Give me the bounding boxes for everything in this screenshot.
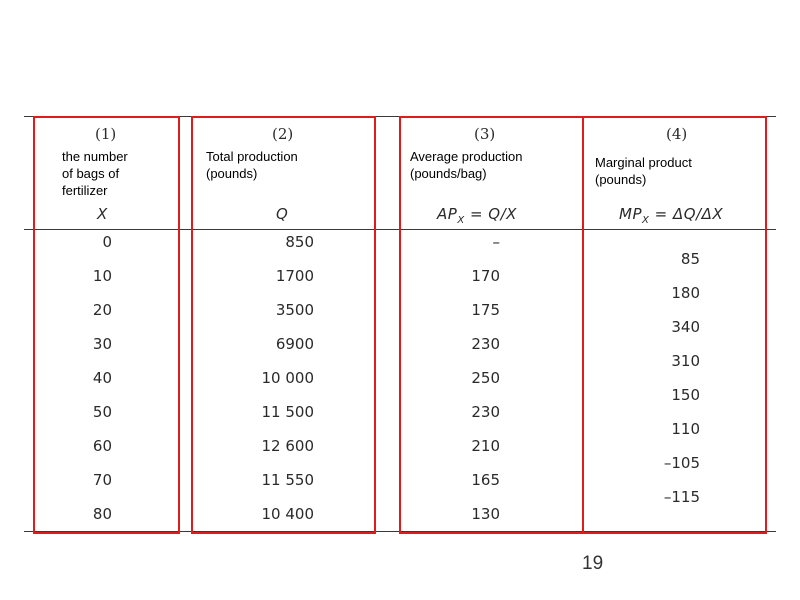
table-cell: 40	[92, 369, 112, 387]
table-cell: 130	[471, 505, 500, 523]
table-cell: 6900	[275, 335, 314, 353]
table-cell: 850	[285, 233, 314, 251]
table-cell: –115	[663, 488, 700, 506]
table-cell: 0	[102, 233, 112, 251]
table-cell: 30	[92, 335, 112, 353]
table-cell: 170	[471, 267, 500, 285]
table-cell: 150	[671, 386, 700, 404]
table-cell: 3500	[275, 301, 314, 319]
table-cell: 175	[471, 301, 500, 319]
column-4-number: (4)	[666, 125, 688, 143]
column-4-symbol: $MP_X = \Delta Q/\Delta X$	[619, 205, 724, 226]
table-cell: 210	[471, 437, 500, 455]
table-cell: 11 500	[261, 403, 314, 421]
table-cell: 110	[671, 420, 700, 438]
table-cell: 340	[671, 318, 700, 336]
column-1-label: the number of bags of fertilizer	[62, 149, 128, 198]
table-cell: 50	[92, 403, 112, 421]
column-3-number: (3)	[474, 125, 496, 143]
table-cell: 10 400	[261, 505, 314, 523]
table-cell: 12 600	[261, 437, 314, 455]
table-cell: 230	[471, 335, 500, 353]
table-cell: 20	[92, 301, 112, 319]
table-cell: 165	[471, 471, 500, 489]
table-cell: 180	[671, 284, 700, 302]
column-3-label: Average production (pounds/bag)	[410, 149, 523, 181]
table-cell: 85	[680, 250, 700, 268]
column-2-label: Total production (pounds)	[206, 149, 298, 181]
table-cell: 250	[471, 369, 500, 387]
table-cell: 10	[92, 267, 112, 285]
column-2-symbol: Q	[276, 205, 289, 223]
page-number: 19	[582, 553, 604, 574]
table-cell: 1700	[275, 267, 314, 285]
table-cell: –	[492, 233, 500, 251]
table-cell: 60	[92, 437, 112, 455]
table-cell: 70	[92, 471, 112, 489]
table-cell: 310	[671, 352, 700, 370]
column-4-label: Marginal product (pounds)	[595, 154, 736, 188]
column-3-symbol: $AP_X = Q/X$	[437, 205, 517, 226]
column-1-number: (1)	[95, 125, 117, 143]
column-1-symbol: X	[97, 205, 108, 223]
table-cell: 80	[92, 505, 112, 523]
table-cell: 10 000	[261, 369, 314, 387]
table-cell: 230	[471, 403, 500, 421]
table-cell: –105	[663, 454, 700, 472]
table-cell: 11 550	[261, 471, 314, 489]
column-2-number: (2)	[272, 125, 294, 143]
